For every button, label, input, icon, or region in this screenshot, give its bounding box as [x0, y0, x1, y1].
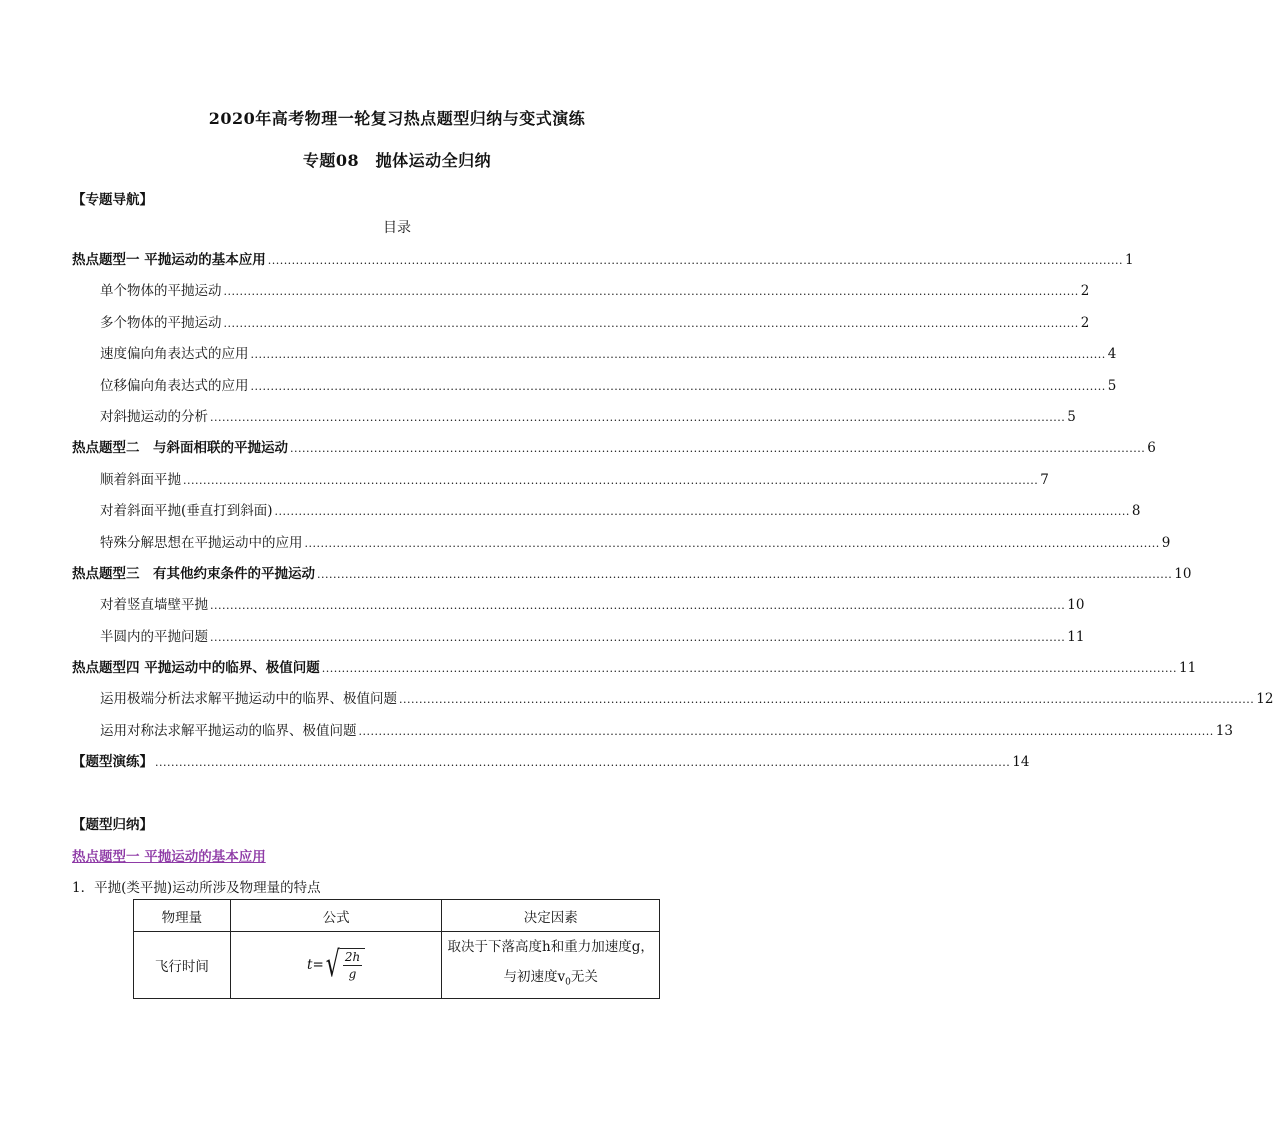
toc-item-page: 5: [1067, 408, 1076, 425]
toc-item-page: 2: [1080, 314, 1090, 331]
toc-item-page: 11: [1067, 628, 1085, 645]
toc-item-label: 热点题型三 有其他约束条件的平抛运动: [72, 565, 315, 582]
table-of-contents: [72, 248, 1273, 782]
dot-leader: ......................................................................................................................................................................................................................: [183, 473, 1039, 487]
toc-item-page: 6: [1147, 440, 1156, 457]
dot-leader: ......................................................................................................................................................................................................................: [155, 756, 1011, 770]
dot-leader: ......................................................................................................................................................................................................................: [210, 599, 1066, 613]
toc-item-page: 10: [1174, 565, 1192, 582]
determinant-text: 与初速度v: [503, 969, 566, 986]
toc-item-label: 特殊分解思想在平抛运动中的应用: [100, 534, 303, 551]
toc-item[interactable]: [72, 562, 1192, 593]
toc-item[interactable]: [72, 311, 1090, 342]
column-header: 公式: [230, 900, 442, 932]
toc-item[interactable]: [72, 593, 1085, 624]
toc-item-page: 11: [1178, 660, 1197, 677]
toc-item-page: 13: [1215, 722, 1233, 739]
dot-leader: ......................................................................................................................................................................................................................: [223, 316, 1079, 330]
toc-item[interactable]: [72, 656, 1197, 687]
toc-item-page: 5: [1107, 377, 1117, 394]
sqrt-sign-icon: √: [325, 945, 340, 985]
nav-tag: 【专题导航】: [72, 192, 153, 208]
dot-leader: ......................................................................................................................................................................................................................: [223, 285, 1079, 299]
toc-item-label: 顺着斜面平抛: [100, 471, 181, 488]
toc-item[interactable]: [72, 468, 1049, 499]
toc-item[interactable]: [72, 436, 1156, 467]
toc-item-label: 半圆内的平抛问题: [100, 628, 208, 645]
fraction-denominator: g: [348, 967, 357, 981]
toc-item-page: 8: [1131, 503, 1141, 520]
dot-leader: ......................................................................................................................................................................................................................: [399, 693, 1255, 707]
toc-item-label: 位移偏向角表达式的应用: [100, 377, 249, 394]
toc-item-page: 9: [1161, 534, 1171, 551]
toc-item-page: 10: [1067, 597, 1085, 614]
determinant-line-2: [442, 962, 659, 998]
determinant-cell: [442, 932, 660, 999]
section-heading-link[interactable]: 热点题型一 平抛运动的基本应用: [72, 849, 266, 865]
dot-leader: ......................................................................................................................................................................................................................: [304, 536, 1160, 550]
toc-item[interactable]: [72, 499, 1141, 530]
toc-item-label: 单个物体的平抛运动: [100, 283, 222, 300]
dot-leader: ......................................................................................................................................................................................................................: [250, 379, 1106, 393]
toc-item[interactable]: [72, 719, 1233, 750]
toc-heading: 目录: [383, 220, 411, 236]
toc-item-label: 【题型演练】: [72, 754, 153, 771]
toc-item[interactable]: [72, 342, 1117, 373]
toc-item-label: 对着斜面平抛(垂直打到斜面): [100, 503, 273, 520]
toc-item-label: 速度偏向角表达式的应用: [100, 346, 249, 363]
toc-item-label: 对斜抛运动的分析: [100, 408, 208, 425]
toc-item[interactable]: [72, 279, 1090, 310]
table-row: [134, 932, 660, 999]
toc-item-label: 热点题型一 平抛运动的基本应用: [72, 252, 266, 268]
fraction: [340, 948, 365, 982]
dot-leader: ......................................................................................................................................................................................................................: [210, 410, 1066, 424]
toc-item-label: 运用极端分析法求解平抛运动中的临界、极值问题: [100, 691, 397, 708]
formula-lhs: t=: [307, 957, 324, 973]
toc-item-label: 对着竖直墙壁平抛: [100, 597, 208, 614]
fraction-numerator: 2h: [344, 950, 361, 964]
toc-item-label: 运用对称法求解平抛运动的临界、极值问题: [100, 722, 357, 739]
column-header: 决定因素: [442, 900, 660, 932]
dot-leader: ......................................................................................................................................................................................................................: [250, 348, 1106, 362]
dot-leader: ......................................................................................................................................................................................................................: [321, 662, 1177, 676]
dot-leader: ......................................................................................................................................................................................................................: [210, 630, 1066, 644]
column-header: 物理量: [134, 900, 231, 932]
toc-item-page: 1: [1124, 252, 1134, 268]
point-1-text: 1．平抛(类平抛)运动所涉及物理量的特点: [72, 880, 321, 896]
determinant-line-1: 取决于下落高度h和重力加速度g，: [447, 939, 654, 956]
formula-cell: [230, 932, 442, 999]
toc-item[interactable]: [72, 405, 1076, 436]
toc-item[interactable]: [72, 374, 1117, 405]
quantity-cell: 飞行时间: [134, 932, 231, 999]
toc-item-label: 热点题型四 平抛运动中的临界、极值问题: [72, 660, 320, 677]
toc-item-page: 2: [1080, 283, 1090, 300]
dot-leader: ......................................................................................................................................................................................................................: [267, 254, 1123, 267]
properties-table: [133, 899, 660, 999]
document-title: 2020年高考物理一轮复习热点题型归纳与变式演练: [208, 109, 586, 128]
toc-item-page: 12: [1256, 691, 1273, 708]
toc-item[interactable]: [72, 248, 1134, 279]
toc-item-page: 14: [1012, 754, 1030, 771]
determinant-text-end: 无关: [570, 969, 598, 986]
toc-item-page: 7: [1040, 471, 1049, 488]
toc-item[interactable]: [72, 625, 1085, 656]
toc-item-label: 多个物体的平抛运动: [100, 314, 222, 331]
toc-item[interactable]: [72, 687, 1273, 718]
document-subtitle: 专题08 抛体运动全归纳: [302, 151, 492, 170]
toc-item[interactable]: [72, 531, 1171, 562]
toc-item[interactable]: [72, 750, 1030, 781]
subscript: 0: [565, 977, 571, 988]
toc-item-label: 热点题型二 与斜面相联的平抛运动: [72, 440, 288, 457]
flight-time-formula: [307, 945, 365, 985]
table-header-row: [134, 900, 660, 932]
induction-tag: 【题型归纳】: [72, 817, 153, 833]
toc-item-page: 4: [1107, 346, 1117, 363]
dot-leader: ......................................................................................................................................................................................................................: [317, 567, 1173, 581]
sqrt-expression: [325, 945, 365, 985]
dot-leader: ......................................................................................................................................................................................................................: [358, 724, 1214, 738]
dot-leader: ......................................................................................................................................................................................................................: [274, 505, 1130, 519]
dot-leader: ......................................................................................................................................................................................................................: [290, 442, 1146, 456]
